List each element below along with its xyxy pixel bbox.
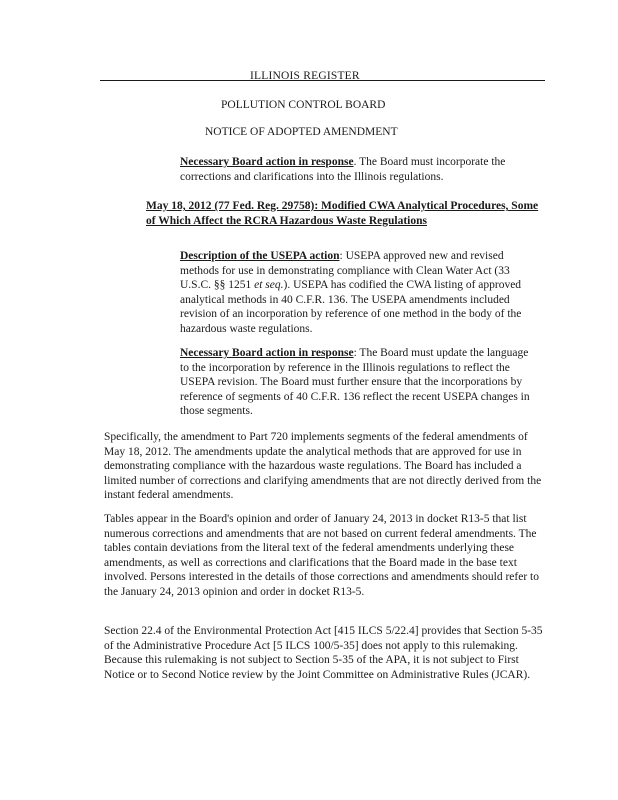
tables-paragraph [104,512,544,600]
specifically-text: Specifically, the amendment to Part 720 implements segments of the federal amendments of May 18, 2012. The amendments update the analytical methods that are approved for use in demonstrating compliance with the hazardous waste regulations. The Board has included a limited number of corrections and clarifying amendments that are not directly derived from the instant federal amendments. [104,431,542,502]
description-italic: et seq. [254,279,284,292]
necessary-action-paragraph-2 [180,346,540,419]
necessary-action-paragraph-1 [180,155,545,184]
header-rule [100,80,545,81]
description-paragraph [180,249,540,337]
necessary-action-text-2: : The Board must update the language to the incorporation by reference in the Illinois regulations to reflect the USEPA revision. The Board must further ensure that the incorporations by reference of segments of 40 C.F.R. 136 reflect the recent USEPA changes in those segments. [180,347,530,418]
section-text: Section 22.4 of the Environmental Protection Act [415 ILCS 5/22.4] provides that Section 5-35 of the Administrative Procedure Act [5 ILCS 100/5-35] does not apply to this rulemaking. Because this rulemaking is not subject to Section 5-35 of the APA, it is not subject to First Notice or to Second Notice review by the Joint Committee on Administrative Rules (JCAR). [104,625,543,681]
necessary-action-lead-1: Necessary Board action in response [180,156,354,168]
description-text-1: : USEPA approved new and revised methods for use in demonstrating compliance with Clean Water Act (33 U.S.C. §§ 1251 [180,250,510,292]
board-name: POLLUTION CONTROL BOARD [221,99,386,111]
specifically-paragraph [104,430,544,503]
register-title: ILLINOIS REGISTER [250,70,360,82]
federal-action-heading: May 18, 2012 (77 Fed. Reg. 29758): Modified CWA Analytical Procedures, Some of Which Affect the RCRA Hazardous Waste Regulations [146,200,539,227]
necessary-action-text-1: . The Board must incorporate the corrections and clarifications into the Illinois regulations. [180,156,506,183]
section-paragraph [104,624,544,682]
necessary-action-lead-2: Necessary Board action in response [180,347,354,359]
description-lead: Description of the USEPA action [180,250,340,262]
description-text-2: ). USEPA has codified the CWA listing of approved analytical methods in 40 C.F.R. 136. The USEPA amendments included revision of an incorporation by reference of one method in the body of the hazardous waste regulations. [180,279,522,335]
tables-text: Tables appear in the Board's opinion and order of January 24, 2013 in docket R13-5 that list numerous corrections and amendments that are not based on current federal amendments. The tables contain deviations from the literal text of the federal amendments underlying these amendments, as well as corrections and clarifications that the Board made in the base text involved. Persons interested in the details of those corrections and amendments should refer to the January 24, 2013 opinion and order in docket R13-5. [104,513,539,598]
notice-type: NOTICE OF ADOPTED AMENDMENT [205,126,398,138]
